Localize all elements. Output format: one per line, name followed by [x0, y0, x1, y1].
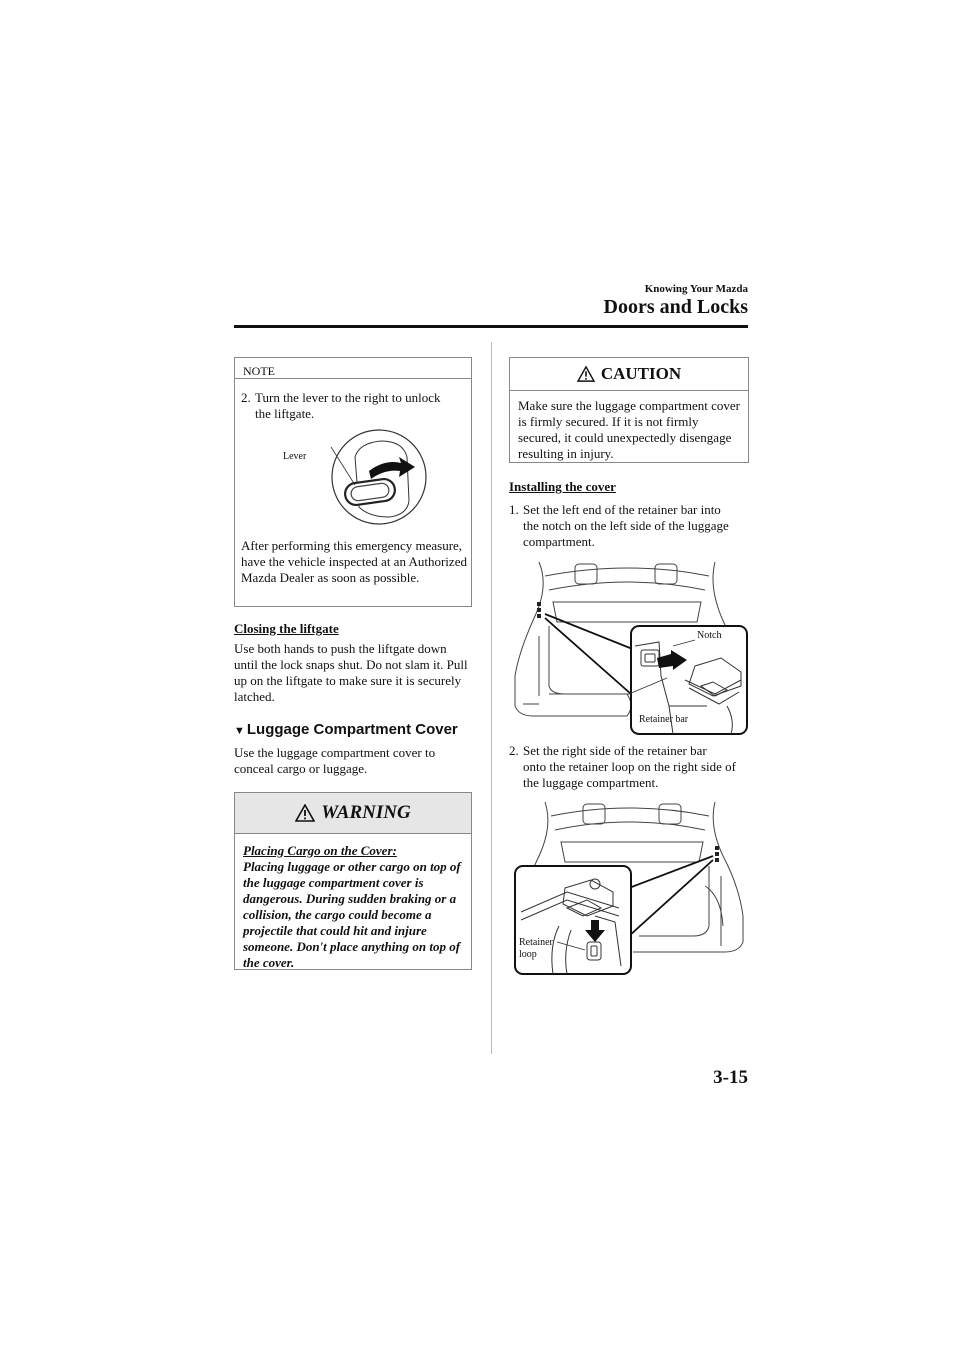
- warning-label: WARNING: [321, 802, 411, 823]
- chapter-title: Doors and Locks: [603, 296, 748, 318]
- step2-number: 2.: [509, 743, 519, 758]
- retainer-loop-illustration: [509, 796, 749, 978]
- warning-box: [234, 792, 472, 970]
- step2-text-cont: onto the retainer loop on the right side of the luggage compartment.: [523, 759, 737, 790]
- step1-text: Set the left end of the retainer bar into: [523, 502, 721, 517]
- warning-header: [235, 793, 471, 834]
- luggage-heading: [234, 721, 458, 738]
- step1-text-cont: the notch on the left side of the luggage compartment.: [523, 518, 729, 549]
- step1-number: 1.: [509, 502, 519, 517]
- step2-text: Set the right side of the retainer bar: [523, 743, 707, 758]
- note-step-number: 2.: [241, 390, 251, 405]
- column-divider: [491, 342, 492, 1054]
- retainer-bar-label: Retainer bar: [639, 714, 689, 725]
- warning-subheading: Placing Cargo on the Cover:: [243, 843, 397, 858]
- lever-illustration: [283, 427, 427, 527]
- note-step-text-cont: the liftgate.: [255, 406, 315, 421]
- caution-triangle-icon: [577, 366, 595, 382]
- warning-triangle-icon: [295, 804, 315, 822]
- warning-text: Placing luggage or other cargo on top of the luggage compartment cover is dangerous. During sudden braking or a collision, the cargo could become a projectile that could hit and injure someone. Don't place anything on top of the cover.: [243, 859, 461, 970]
- install-step-2: [509, 743, 749, 791]
- page-number: 3-15: [713, 1067, 748, 1088]
- retainer-loop-label: [519, 937, 553, 961]
- section-title: Knowing Your Mazda: [644, 283, 748, 295]
- caution-text: Make sure the luggage compartment cover is firmly secured. If it is not firmly secured, it could unexpectedly disengage resulting in injury.: [518, 398, 740, 461]
- install-step-1: [509, 502, 749, 550]
- note-title: NOTE: [243, 364, 275, 378]
- retainer-loop-label-line2: loop: [519, 949, 537, 960]
- luggage-heading-text: Luggage Compartment Cover: [246, 721, 458, 738]
- note-box: [234, 357, 472, 607]
- caution-box: [509, 357, 749, 463]
- caution-label: CAUTION: [600, 364, 682, 383]
- installing-heading: Installing the cover: [509, 479, 616, 494]
- notch-illustration: [509, 556, 749, 736]
- retainer-loop-label-line1: Retainer: [519, 937, 553, 948]
- header-rule: [234, 325, 748, 328]
- luggage-text: Use the luggage compartment cover to conceal cargo or luggage.: [234, 745, 436, 776]
- warning-body: [243, 843, 469, 971]
- closing-text: Use both hands to push the liftgate down until the lock snaps shut. Do not slam it. Pull up on the liftgate to make sure it is securely latched.: [234, 641, 468, 704]
- note-after-text: After performing this emergency measure, have the vehicle inspected at an Authorized Mazda Dealer as soon as possible.: [241, 538, 467, 585]
- note-step-text: Turn the lever to the right to unlock: [255, 390, 441, 405]
- caution-header: [510, 358, 748, 391]
- section-marker-icon: ▼: [234, 725, 245, 737]
- note-divider: [235, 378, 471, 379]
- notch-label: Notch: [697, 630, 722, 641]
- lever-label: Lever: [283, 451, 307, 462]
- note-step: [241, 390, 465, 422]
- closing-heading: Closing the liftgate: [234, 621, 339, 636]
